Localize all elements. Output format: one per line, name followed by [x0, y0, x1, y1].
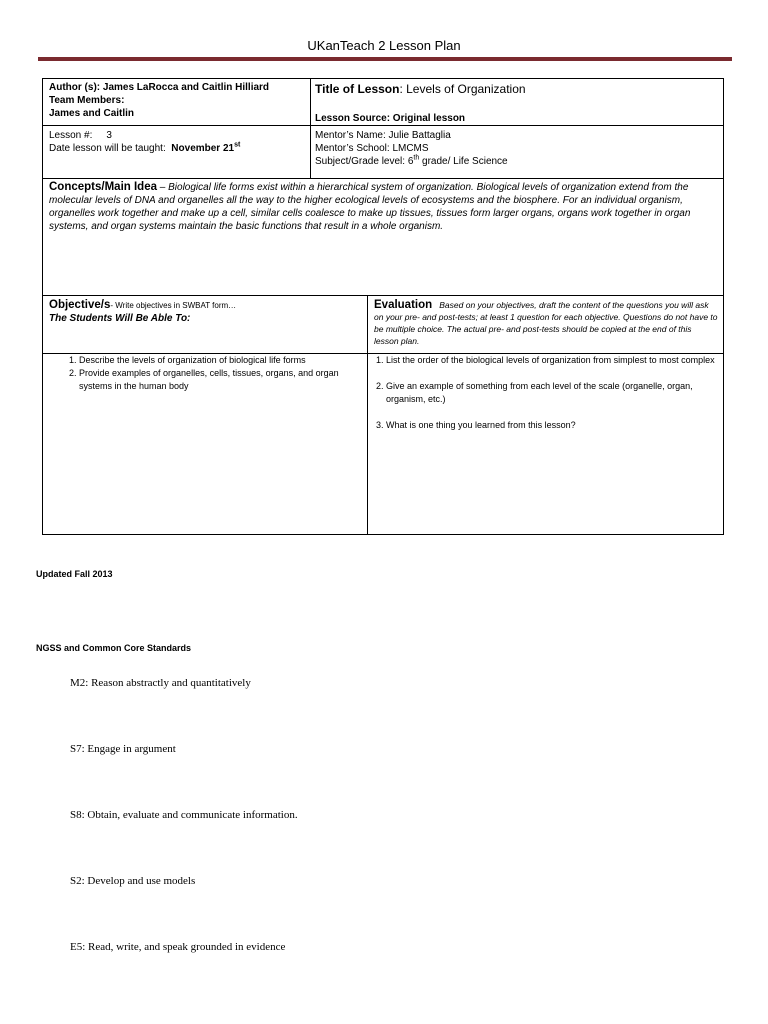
evaluation-label: Evaluation	[374, 299, 433, 311]
objectives-header-cell	[49, 299, 367, 325]
concepts-label: Concepts/Main Idea	[49, 181, 157, 193]
evaluation-item: 3. What is one thing you learned from this lesson?	[386, 419, 718, 432]
concepts-cell	[49, 181, 717, 233]
standard-item: E5: Read, write, and speak grounded in evidence	[70, 941, 286, 953]
standard-item: S2: Develop and use models	[70, 875, 196, 887]
concepts-text: Biological life forms exist within a hierarchical system of organization. Biological levels of organization extend from the molecular levels of DNA and organelles all the way to the higher ecological levels of ecosystems and the biosphere. For an individual organism, organelles work together and make up a cell, similar cells coalesce to make up tissues, tissues form larger organs, organs work together in organ systems, and organ systems maintain the basic functions that result in a whole organism.	[49, 182, 691, 232]
evaluation-item: 2. Give an example of something from each level of the scale (organelle, organ, organism, etc.)	[386, 380, 718, 406]
lesson-number-value: 3	[106, 130, 112, 141]
objectives-dash: -	[110, 301, 116, 310]
evaluation-header-cell	[374, 299, 718, 347]
lesson-number-label: Lesson #:	[49, 130, 93, 141]
date-value: November 21	[171, 143, 235, 154]
objectives-hint: Write objectives in SWBAT form…	[115, 301, 237, 310]
author-cell	[49, 81, 311, 120]
date-suffix: st	[234, 141, 241, 149]
lesson-title-cell	[315, 81, 720, 125]
objective-item: 1. Describe the levels of organization of biological life forms	[79, 354, 365, 367]
evaluation-hint: Based on your objectives, draft the content of the questions you will ask on your pre- and post-tests; at least 1 question for each objective. Questions do not have to be multiple choice. The actual pre- and post-tests should be copied at the end of this lesson plan.	[374, 300, 718, 346]
updated-note: Updated Fall 2013	[36, 569, 113, 579]
mentor-name: Mentor’s Name: Julie Battaglia	[315, 130, 451, 141]
mentor-cell	[315, 129, 720, 168]
date-label: Date lesson will be taught:	[49, 143, 166, 154]
standard-item: M2: Reason abstractly and quantitatively	[70, 677, 251, 689]
author-line: Author (s): James LaRocca and Caitlin Hilliard	[49, 82, 270, 93]
lesson-source: Lesson Source: Original lesson	[315, 113, 466, 124]
objectives-label: Objective/s	[49, 299, 111, 311]
page-title: UKanTeach 2 Lesson Plan	[307, 38, 461, 53]
standards-heading: NGSS and Common Core Standards	[36, 643, 192, 653]
lesson-info-cell	[49, 129, 311, 155]
lesson-plan-table	[42, 78, 724, 535]
subject-rest: grade/ Life Science	[419, 156, 508, 167]
subject-sup: th	[413, 154, 420, 162]
header-rule	[38, 57, 732, 61]
team-members-label: Team Members:	[49, 95, 125, 106]
row-divider-1	[43, 125, 723, 126]
standard-item: S7: Engage in argument	[70, 743, 176, 755]
objective-item: 2. Provide examples of organelles, cells, tissues, organs, and organ systems in the human body	[79, 367, 365, 393]
mentor-school: Mentor’s School: LMCMS	[315, 143, 429, 154]
evaluation-item: 1. List the order of the biological levels of organization from simplest to most complex	[386, 354, 718, 367]
col-divider-top	[310, 79, 311, 178]
lesson-title-value: : Levels of Organization	[399, 82, 526, 96]
row-divider-2	[43, 178, 723, 179]
objectives-list-cell	[39, 354, 365, 393]
swbat-label: The Students Will Be Able To:	[49, 313, 191, 324]
standard-item: S8: Obtain, evaluate and communicate information.	[70, 809, 298, 821]
subject-prefix: Subject/Grade level: 6	[315, 156, 414, 167]
evaluation-list-cell	[346, 354, 718, 432]
team-members-value: James and Caitlin	[49, 108, 135, 119]
lesson-title-label: Title of Lesson	[315, 82, 400, 96]
concepts-dash: –	[157, 182, 169, 193]
row-divider-3	[43, 295, 723, 296]
